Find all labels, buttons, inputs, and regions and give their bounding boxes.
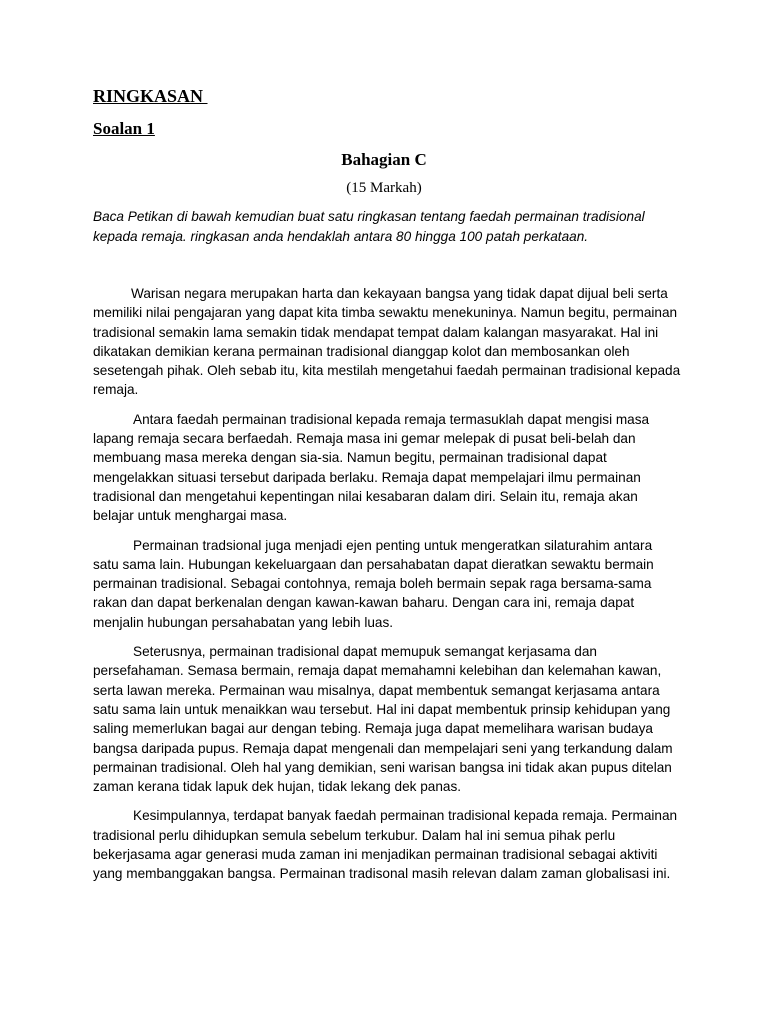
passage-paragraph-3: Permainan tradsional juga menjadi ejen penting untuk mengeratkan silaturahim antara satu sama lain. Hubungan kekeluargaan dan persahabatan dapat dieratkan sewaktu bermain permainan tradisional. Sebagai contohnya, remaja boleh bermain sepak raga bersama-sama rakan dan dapat berkenalan dengan kawan-kawan baharu. Dengan cara ini, remaja dapat menjalin hubungan persahabatan yang lebih luas. — [93, 537, 654, 630]
document-heading: RINGKASAN — [93, 86, 208, 106]
passage-paragraph-1: Warisan negara merupakan harta dan kekayaan bangsa yang tidak dapat dijual beli serta memiliki nilai pengajaran yang dapat kita timba sewaktu menekuninya. Namun begitu, permainan tradisional semakin lama semakin tidak mendapat tempat dalam kalangan masyarakat. Hal ini dikatakan demikian kerana permainan tradisional dianggap kolot dan membosankan oleh sesetengah pihak. Oleh sebab itu, kita mestilah mengetahui faedah permainan tradisional kepada remaja. — [93, 286, 681, 398]
question-label: Soalan 1 — [93, 119, 155, 138]
passage-paragraph-5: Kesimpulannya, terdapat banyak faedah permainan tradisional kepada remaja. Permainan tradisional perlu dihidupkan semula sebelum terkubur. Dalam hal ini semua pihak perlu bekerjasama agar generasi muda zaman ini menjadikan permainan tradisional sebagai aktiviti yang membanggakan bangsa. Permainan tradisonal masih relevan dalam zaman globalisasi ini. — [93, 808, 678, 882]
passage-paragraph-2: Antara faedah permainan tradisional kepada remaja termasuklah dapat mengisi masa lapang remaja secara berfaedah. Remaja masa ini gemar melepak di pusat beli-belah dan membuang masa mereka dengan sia-sia. Namun begitu, permainan tradisional dapat mengelakkan situasi tersebut daripada berlaku. Remaja dapat mempelajari ilmu permainan tradisional dan mengetahui kepentingan nilai kesabaran dalam diri. Selain itu, remaja akan belajar untuk menghargai masa. — [93, 411, 650, 524]
section-title: Bahagian C — [341, 150, 427, 169]
passage-paragraph-4: Seterusnya, permainan tradisional dapat memupuk semangat kerjasama dan persefahaman. Semasa bermain, remaja dapat memahamni kelebihan dan kelemahan kawan, serta lawan mereka. Permainan wau misalnya, dapat membentuk semangat kerjasama antara satu sama lain untuk menaikkan wau tersebut. Hal ini dapat membentuk prinsip kehidupan yang saling memerlukan bagai aur dengan tebing. Remaja juga dapat memelihara warisan budaya bangsa daripada pupus. Remaja dapat mengenali dan mempelajari seni yang terkandung dalam permainan tradisional. Oleh hal yang demikian, seni warisan bangsa ini tidak akan pupus ditelan zaman kerana tidak lapuk dek hujan, tidak lekang dek panas. — [93, 644, 673, 795]
passage-body — [93, 284, 681, 894]
instruction-text: Baca Petikan di bawah kemudian buat satu ringkasan tentang faedah permainan tradisional kepada remaja. ringkasan anda hendaklah antara 80 hingga 100 patah perkataan. — [93, 209, 645, 244]
marks-label: (15 Markah) — [346, 180, 422, 196]
